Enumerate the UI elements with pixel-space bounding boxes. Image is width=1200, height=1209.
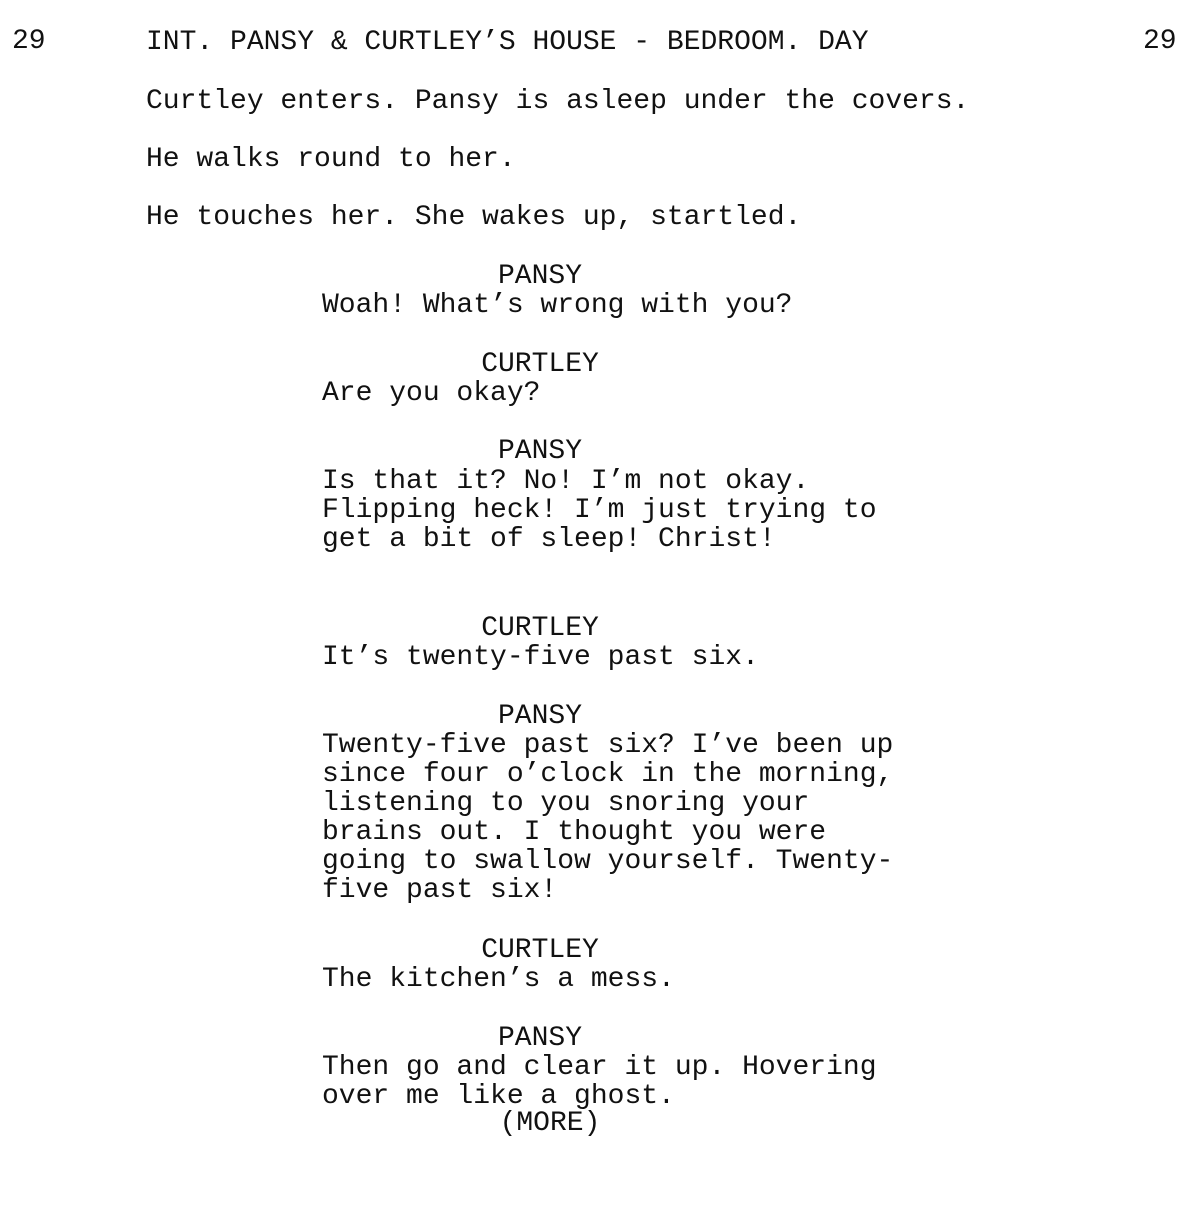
dialogue-line: going to swallow yourself. Twenty- <box>322 846 894 877</box>
dialogue-line: five past six! <box>322 875 558 906</box>
dialogue-line: brains out. I thought you were <box>322 817 827 848</box>
dialogue-line: Flipping heck! I’m just trying to <box>322 495 877 526</box>
scene-heading: INT. PANSY & CURTLEY’S HOUSE - BEDROOM. DAY <box>146 27 869 58</box>
dialogue-line: Woah! What’s wrong with you? <box>322 290 793 321</box>
character-name: CURTLEY <box>481 613 599 644</box>
dialogue-line: Are you okay? <box>322 378 541 409</box>
dialogue-line: listening to you snoring your <box>322 788 810 819</box>
dialogue-line: Then go and clear it up. Hovering <box>322 1052 877 1083</box>
character-name: CURTLEY <box>481 349 599 380</box>
dialogue-line: get a bit of sleep! Christ! <box>322 524 776 555</box>
dialogue-line: The kitchen’s a mess. <box>322 964 675 995</box>
dialogue-line: over me like a ghost. <box>322 1081 675 1112</box>
dialogue-line: It’s twenty-five past six. <box>322 642 759 673</box>
character-name: PANSY <box>497 701 582 732</box>
dialogue-line: Twenty-five past six? I’ve been up <box>322 730 894 761</box>
character-name: PANSY <box>497 261 582 292</box>
character-name: CURTLEY <box>481 935 599 966</box>
action-line: He touches her. She wakes up, startled. <box>146 202 802 233</box>
dialogue-line: since four o’clock in the morning, <box>322 759 894 790</box>
action-line: He walks round to her. <box>146 144 516 175</box>
scene-number-right: 29 <box>1143 26 1177 57</box>
action-line: Curtley enters. Pansy is asleep under the covers. <box>146 86 970 117</box>
scene-number-left: 29 <box>12 26 46 57</box>
dialogue-line: Is that it? No! I’m not okay. <box>322 466 810 497</box>
character-name: PANSY <box>497 1023 582 1054</box>
more-continuation: (MORE) <box>499 1108 601 1139</box>
character-name: PANSY <box>497 436 582 467</box>
